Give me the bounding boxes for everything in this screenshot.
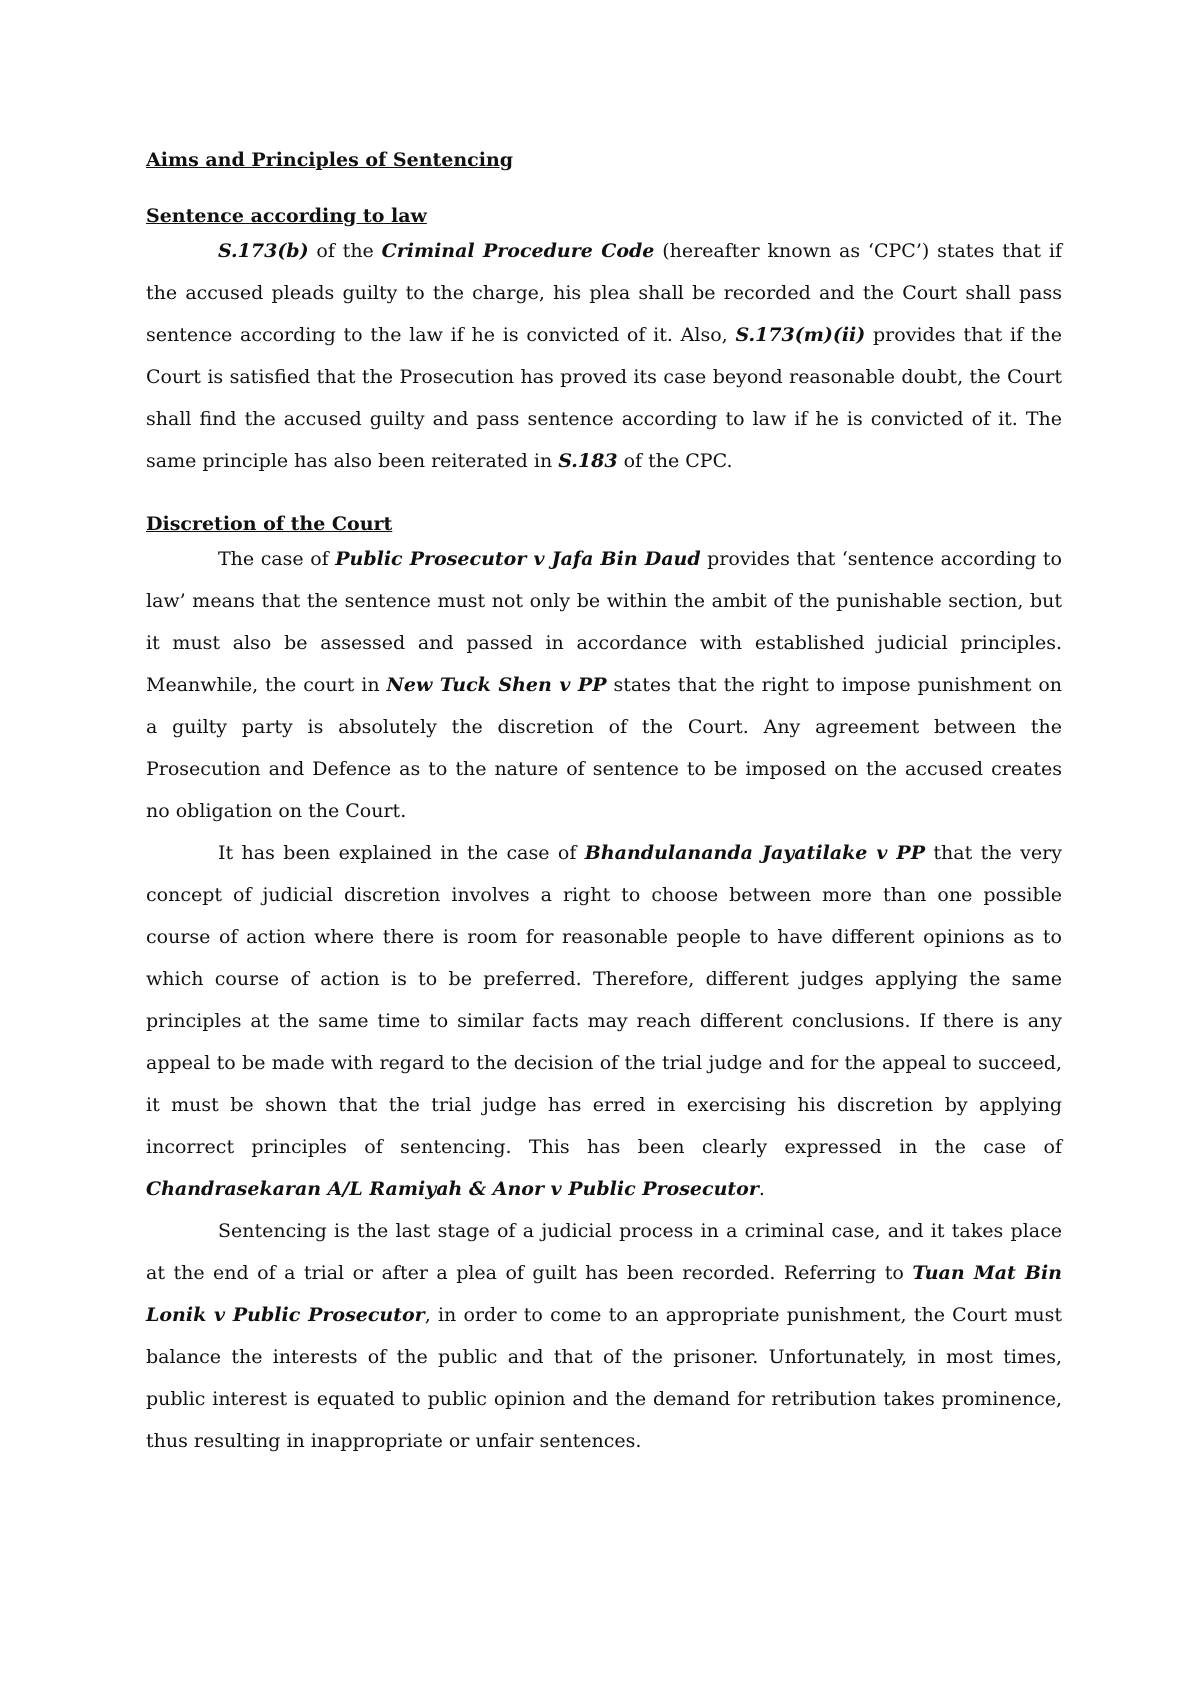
document-body: [146, 146, 1062, 1462]
paragraph-text: , in order to come to an appropriate punishment, the Court must balance the interests of the public and that of the prisoner. Unfortunately, in most times, public interest is equated to public opinion and the demand for retribution takes prominence, thus resulting in inappropriate or unfair sentences.: [146, 1304, 1062, 1452]
document-title: Aims and Principles of Sentencing: [146, 149, 514, 171]
legal-reference: S.173(b): [218, 240, 309, 262]
paragraph-text: It has been explained in the case of: [218, 842, 585, 864]
paragraph-text: provides that if the Court is satisfied that the Prosecution has proved its case beyond reasonable doubt, the Court shall find the accused guilty and pass sentence according to law if he is convicted of it. The same principle has also been reiterated in: [146, 324, 1063, 472]
legal-reference: Criminal Procedure Code: [381, 240, 655, 262]
paragraph-sentencing-last-stage: [146, 1210, 1062, 1462]
paragraph-judicial-discretion: [146, 832, 1062, 1210]
paragraph-text: (hereafter known as ‘CPC’) states that if the accused pleads guilty to the charge, his plea shall be recorded and the Court shall pass sentence according to the law if he is convicted of it. Also,: [146, 240, 1062, 346]
section-heading-sentence-according-to-law: Sentence according to law: [146, 205, 427, 227]
paragraph-cpc-sections: [146, 230, 1062, 482]
legal-reference: S.183: [558, 450, 618, 472]
legal-reference: Bhandulananda Jayatilake v PP: [584, 842, 925, 864]
paragraph-text: .: [758, 1178, 765, 1200]
paragraph-text: The case of: [218, 548, 336, 570]
legal-reference: New Tuck Shen v PP: [386, 674, 607, 696]
paragraph-text: that the very concept of judicial discretion involves a right to choose between more than one possible course of action where there is room for reasonable people to have different opinions as to which course of action is to be preferred. Therefore, different judges applying the same principles at the same time to similar facts may reach different conclusions. If there is any appeal to be made with regard to the decision of the trial judge and for the appeal to succeed, it must be shown that the trial judge has erred in exercising his discretion by applying incorrect principles of sentencing. This has been clearly expressed in the case of: [146, 842, 1062, 1158]
paragraph-text: states that the right to impose punishment on a guilty party is absolutely the discretion of the Court. Any agreement between the Prosecution and Defence as to the nature of sentence to be imposed on the accused creates no obligation on the Court.: [146, 674, 1063, 822]
paragraph-text: provides that ‘sentence according to law’ means that the sentence must not only be within the ambit of the punishable section, but it must also be assessed and passed in accordance with established judicial principles. Meanwhile, the court in: [146, 548, 1062, 696]
paragraph-text: of the CPC.: [617, 450, 733, 472]
paragraph-text: of the: [308, 240, 382, 262]
legal-reference: S.173(m)(ii): [735, 324, 866, 346]
paragraph-jafa-bin-daud: [146, 538, 1062, 832]
legal-reference: Tuan Mat Bin Lonik v Public Prosecutor: [146, 1262, 1062, 1326]
section-heading-discretion-of-the-court: Discretion of the Court: [146, 513, 393, 535]
paragraph-text: Sentencing is the last stage of a judicial process in a criminal case, and it takes place at the end of a trial or after a plea of guilt has been recorded. Referring to: [146, 1220, 1062, 1284]
legal-reference: Public Prosecutor v Jafa Bin Daud: [335, 548, 701, 570]
legal-reference: Chandrasekaran A/L Ramiyah & Anor v Public Prosecutor: [146, 1178, 759, 1200]
